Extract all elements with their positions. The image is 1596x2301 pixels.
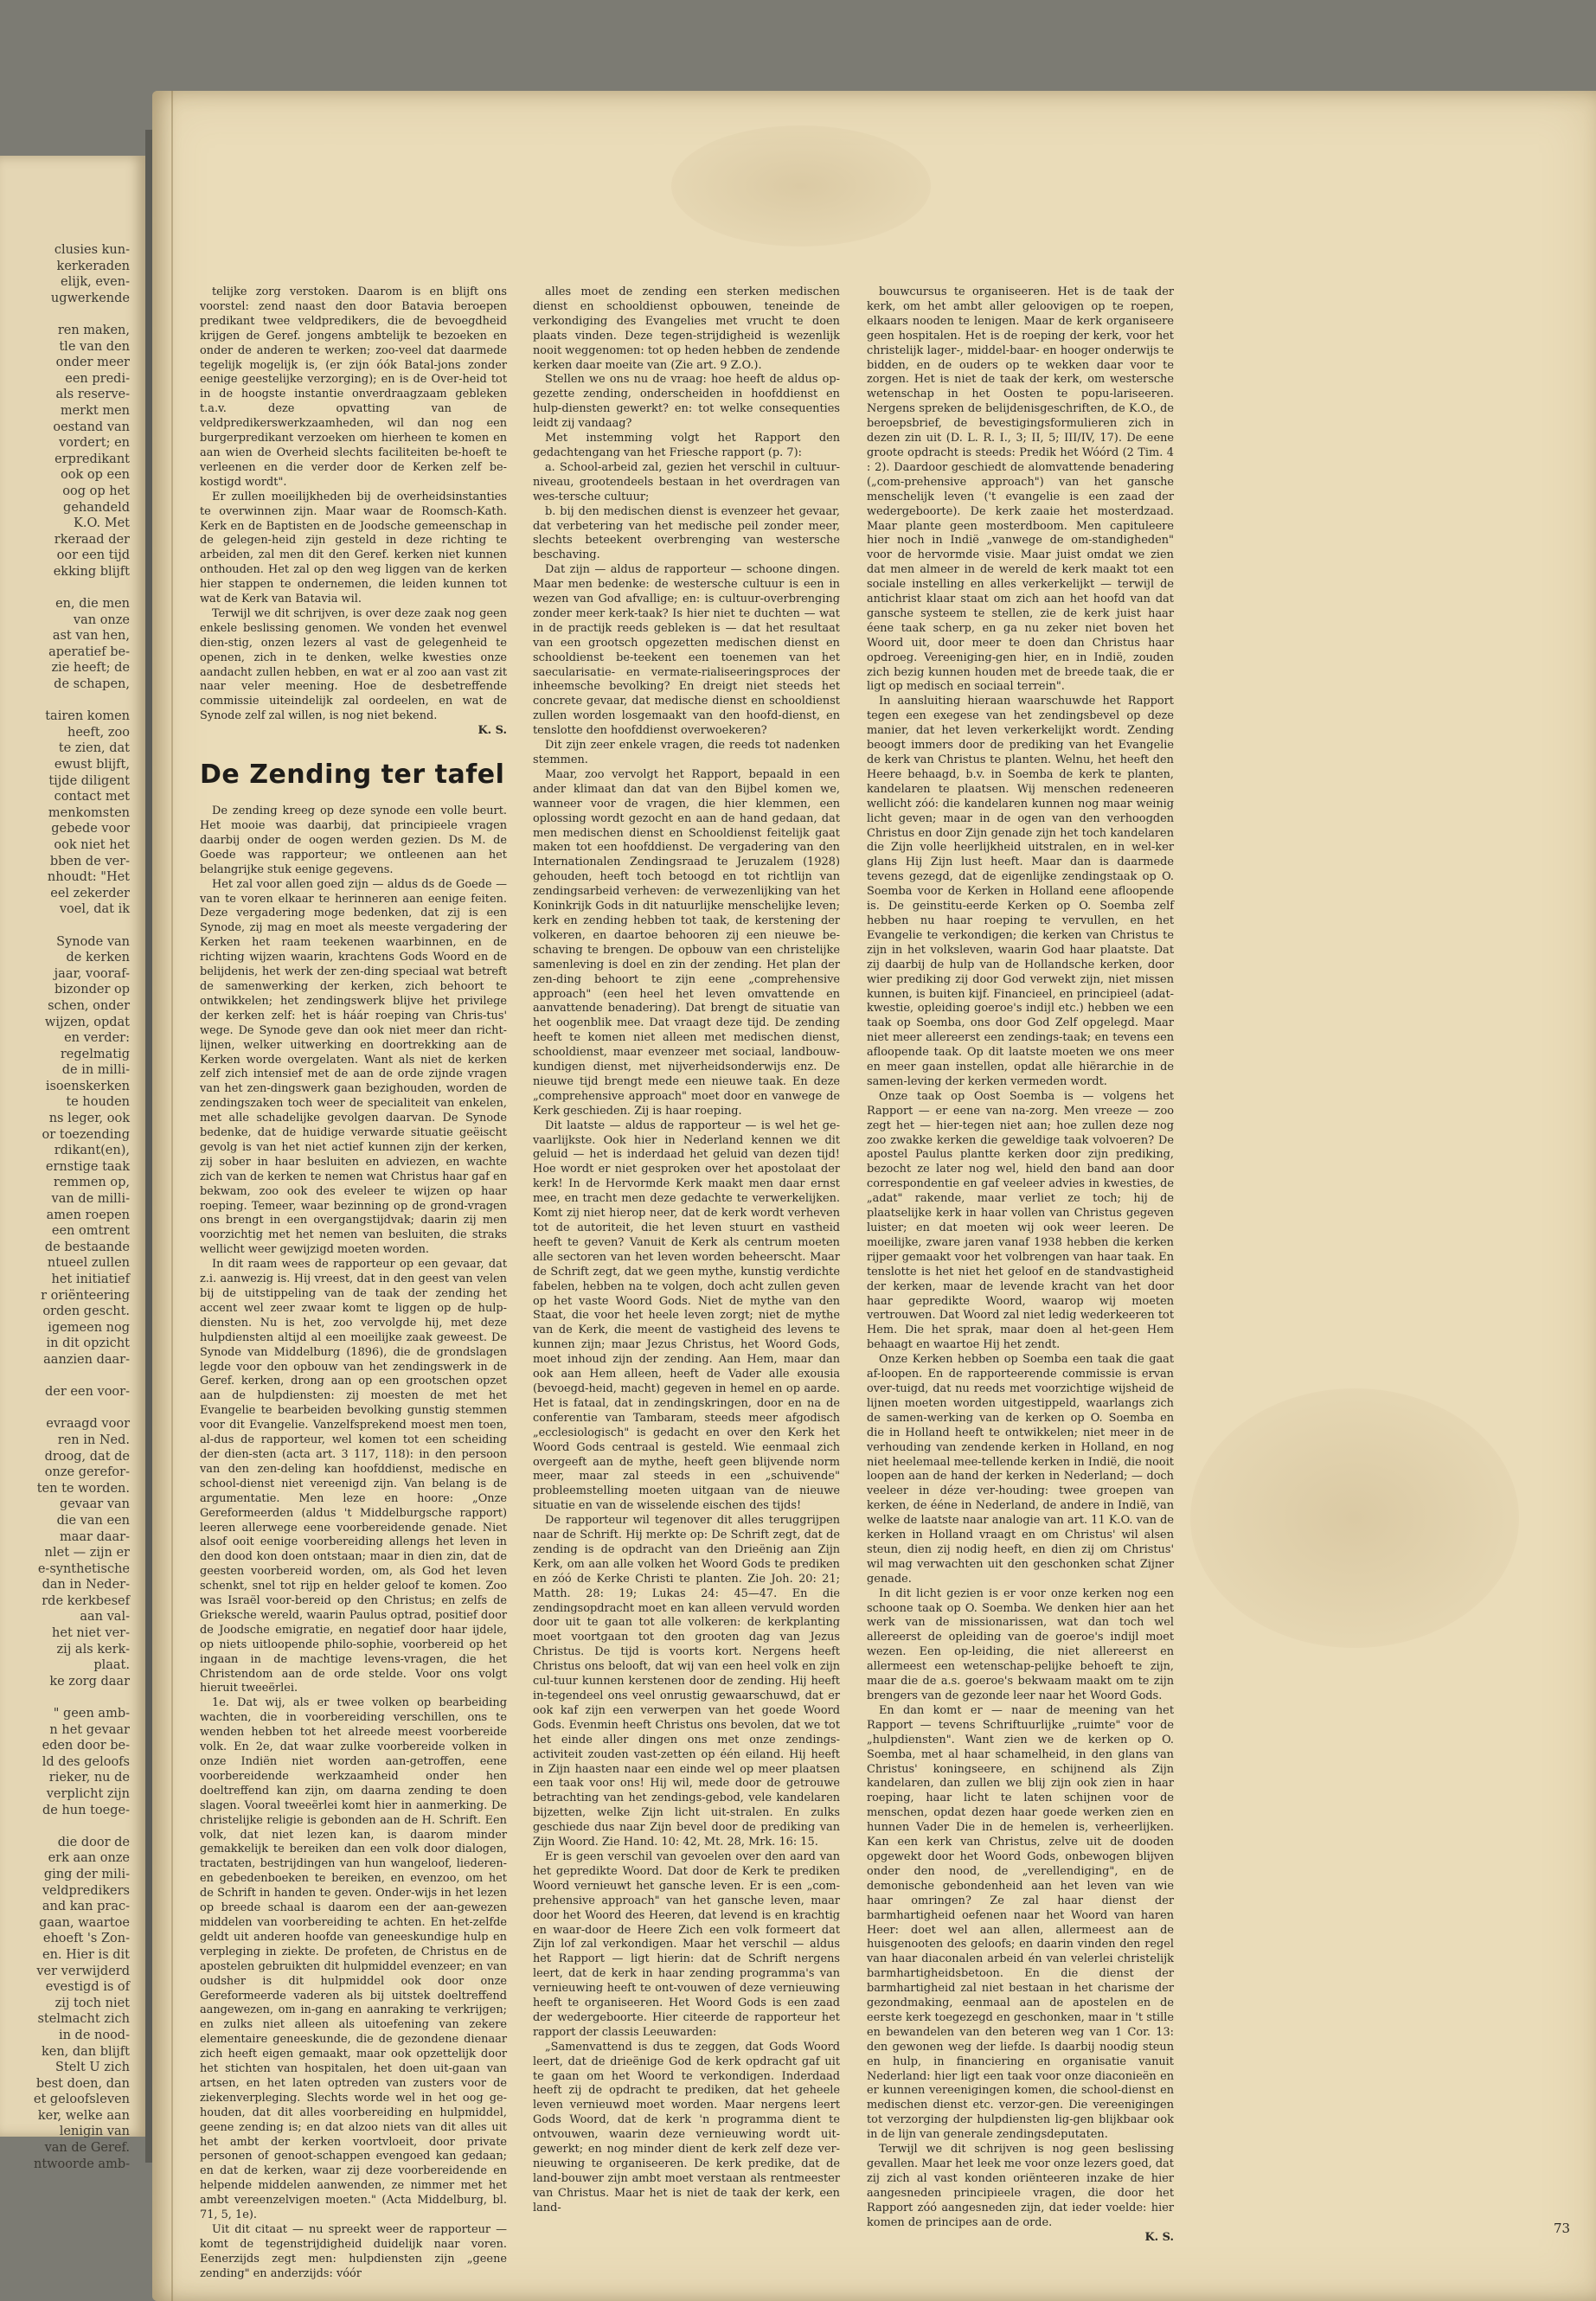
book-gutter [145, 130, 152, 2163]
main-page [152, 91, 1596, 2301]
paragraph: a. School-arbeid zal, gezien het verschil in cultuur-niveau, grootendeels bestaan in het overdragen van wes-tersche cultuur; [533, 460, 840, 503]
left-page-fragment [0, 156, 145, 2171]
paragraph: Er zullen moeilijkheden bij de overheidsinstanties te overwinnen zijn. Maar waar de Roomsch-Kath. Kerk en de Baptisten en de Joodsche gemeenschap in de gelegen-heid zijn gesteld in deze richting te arbeiden, zal men dit den Geref. kerken niet kunnen onthouden. Het zal op den weg liggen van de kerken hier stappen te ondernemen, die leiden kunnen tot wat de Kerk van Batavia wil. [200, 490, 507, 606]
paragraph: De rapporteur wil tegenover dit alles teruggrijpen naar de Schrift. Hij merkte op: De Schrift zegt, dat de zending is de opdracht van den Drieënig aan Zijn Kerk, om aan alle volken het Woord Gods te prediken en zóó de Kerke Christi te planten. Zie Joh. 20: 21; Matth. 28: 19; Lukas 24: 45—47. En die zendingsopdracht moet en kan alleen vervuld worden door uit te gaan tot alle volkeren: de kerkplanting moet voortgaan tot den grooten dag van Jezus Christus. De tijd is voorts kort. Nergens heeft Christus ons belooft, dat wij van een heel volk en zijn cul-tuur kunnen kerstenen door de zending. Hij heeft in-tegendeel ons veel onrustig gewaarschuwd, dat er ook kaf zijn een verwerpen van het goede Woord Gods. Evenmin heeft Christus ons bevolen, dat we tot het einde aller dingen ons met onze zendings-activiteit zouden vast-zetten op één eiland. Hij heeft in Zijn haasten naar een einde wel op meer plaatsen een taak voor ons! Hij wil, mede door de getrouwe betrachting van het zendings-gebod, vele kandelaren bijzetten, welke Zijn licht uit-stralen. En zulks geschiede dus naar Zijn bevel door de prediking van Zijn Woord. Zie Hand. 10: 42, Mt. 28, Mrk. 16: 15. [533, 1514, 840, 1849]
page-number: 73 [1554, 2221, 1571, 2236]
paragraph: Uit dit citaat — nu spreekt weer de rapporteur — komt de tegenstrijdigheid duidelijk naar voren. Eenerzijds zegt men: hulpdiensten zijn „geene zending" en anderzijds: vóór [200, 2223, 507, 2280]
paragraph: Terwijl we dit schrijven, is over deze zaak nog geen enkele beslissing genomen. We vonden het evenwel dien-stig, onzen lezers al vast de gelegenheid te openen, zich in te denken, welke kwesties onze aandacht zullen hebben, en wat er al zoo aan vast zit naar veler meening. Hoe de desbetreffende commissie uiteindelijk zal oordeelen, en wat de Synode zelf zal willen, is nog niet bekend. [200, 606, 507, 723]
article-title: De Zending ter tafel [200, 760, 505, 791]
signature: K. S. [1144, 2230, 1174, 2244]
paragraph: bouwcursus te organiseeren. Het is de taak der kerk, om het ambt aller geloovigen op te roepen, elkaars nooden te lenigen. Maar de kerk organiseere geen hospitalen. Het is de roeping der kerk, voor het christelijk lager-, middel-baar- en hooger onderwijs te bidden, en de ouders op te wekken daar voor te zorgen. Het is niet de taak der kerk, om westersche wetenschap in het Oosten te popu-lariseeren. Nergens spreken de belijdenisgeschriften, de K.O., de beroepsbrief, de bevestigingsformulieren zich in dezen zin uit (D. L. R. I., 3; II, 5; III/IV, 17). De eene groote opdracht is steeds: Predik het Wóórd (2 Tim. 4 : 2). Daardoor geschiedt de alomvattende benadering („com-prehensive approach") van het gansche menschelijk leven ('t evangelie is een zaad der wedergeboorte). De kerk zaaie het mosterdzaad. Maar plante geen mosterdboom. Men capituleere hier noch in Indië „vanwege de om-standigheden" voor de hervormde visie. Maar juist omdat we zien dat men almeer in de wereld de kerk maakt tot een sociale instelling en alles verkerkelijkt — terwijl de antichrist klaar staat om zich aan het hoofd van dat gansche systeem te stellen, zie de kerk juist haar éene taak scherp, en ga nu zeker niet boven het Woord uit, door meer te doen dan Christus haar opdroeg. Vereeniging-gen hier, en in Indië, zouden zich bezig kunnen houden met de breede taak, die er ligt op medisch en sociaal terrein". [867, 285, 1174, 694]
paragraph: En dan komt er — naar de meening van het Rapport — tevens Schriftuurlijke „ruimte" voor de „hulpdiensten". Want zien we de kerken op O. Soemba, met al haar schamelheid, in den glans van Christus' koningseere, en schijnend als Zijn kandelaren, dan zullen we blij zijn ook zien in haar roeping, haar licht te laten schijnen voor de menschen, opdat dezen haar goede werken zien en hunnen Vader Die in de hemelen is, verheerlijken. Kan een kerk van Christus, zelve uit de dooden opgewekt door het Woord Gods, onbewogen blijven onder den nood, de „verellendiging", en de demonische gebondenheid aan het leven van wie haar omringen? Ze zal haar dienst der barmhartigheid oefenen naar het Woord van haren Heer: doet wel aan allen, allermeest aan de huisgenooten des geloofs; en daarin vinden den regel van haar diaconalen arbeid én van velerlei christelijk barmhartigheidsbetoon. En die dienst der barmhartigheid zal niet bestaan in het charisme der gezondmaking, eenmaal aan de apostelen en de eerste kerk toegezegd en geschonken, maar in 't stille en bewandelen van den beteren weg van 1 Cor. 13: den gewonen weg der liefde. Is daarbij noodig steun en hulp, in financiering en organisatie vanuit Nederland: hier ligt een taak voor onze diaconieën en er kunnen vereenigingen komen, die school-dienst en medischen dienst etc. verzor-gen. Die vereenigingen tot verzorging der hulpdiensten lig-gen blijkbaar ook in de lijn van generale zendingsdeputaten. [867, 1703, 1174, 2142]
column-2 [533, 285, 840, 2216]
left-page-text: clusies kun- kerkeraden elijk, even- ugwerkende ren maken, tle van den onder meer een predi- als reserve- merkt men oestand van vordert; en erpredikant ook op een oog op het gehandeld K.O. Met rkeraad der oor een tijd ekking blijft en, die men van onze ast van hen, aperatief be- zie heeft; de de schapen, tairen komen heeft, zoo te zien, dat ewust blijft, tijde diligent contact met menkomsten gebede voor ook niet het bben de ver- nhoudt: "Het eel zekerder voel, dat ik Synode van de kerken jaar, vooraf- bizonder op schen, onder wijzen, opdat en verder: regelmatig de in milli- isoenskerken te houden ns leger, ook or toezending rdikant(en), ernstige taak remmen op, van de milli- amen roepen een omtrent de bestaande ntueel zullen het initiatief r oriënteering orden gescht. igemeen nog in dit opzicht aanzien daar- der een voor- evraagd voor ren in Ned. droog, dat de onze gerefor- ten te worden. gevaar van die van een maar daar- nlet — zijn er e-synthetische dan in Neder- rde kerkbesef aan val- het niet ver- zij als kerk- plaat. ke zorg daar " geen amb- n het gevaar eden door be- ld des geloofs rieker, nu de verplicht zijn de hun toege- die door de erk aan onze ging der mili- veldpredikers and kan prac- gaan, waartoe ehoeft 's Zon- en. Hier is dit ver verwijderd evestigd is of zij toch niet stelmacht zich in de nood- ken, dan blijft Stelt U zich best doen, dan et geloofsleven ker, welke aan lenigin van van de Geref. ntwoorde amb- [33, 243, 130, 2171]
signature: K. S. [478, 724, 507, 738]
paragraph: telijke zorg verstoken. Daarom is en blijft ons voorstel: zend naast den door Batavia beroepen predikant twee veldpredikers, die de bevoegdheid krijgen de Geref. jongens ambtelijk te bezoeken en onder de anderen te werken; zoo-veel dat daarmede tegelijk mogelijk is, (er zijn óók Batal-jons zonder eenige geestelijke verzorging); en is de Over-heid tot in de hoogste instantie onverdraagzaam gebleken t.a.v. deze opvatting van de veldpredikerswerkzaamheden, wil dan nog een burgerpredikant verzoeken om hierheen te komen en aan wien de Overheid slechts faciliteiten be-hoeft te verleenen en die verder door de Kerken zelf be-kostigd wordt". [200, 285, 507, 489]
paragraph: Onze Kerken hebben op Soemba een taak die gaat af-loopen. En de rapporteerende commissie is ervan over-tuigd, dat nu reeds met voorzichtige wijsheid de lijnen moeten worden uitgestippeld, waarlangs zich de samen-werking van de kerken op O. Soemba en die in Holland heeft te ontwikkelen; niet meer in de verhouding van zendende kerken in Holland, en nog niet heelemaal mee-tellende kerken in Indië, die nooit loopen aan de hand der kerken in Nederland; — doch veeleer in déze ver-houding: twee groepen van kerken, de ééne in Nederland, de andere in Indië, van welke de laatste naar analogie van art. 11 K.O. van de kerken in Holland vraagt en om Christus' wil alsen steun, dien zij nodig heeft, en dien zij om Christus' wil mag verwachten uit den geschonken schat Zijner genade. [867, 1353, 1174, 1586]
paragraph: Terwijl we dit schrijven is nog geen beslissing gevallen. Maar het leek me voor onze lezers goed, dat zij zich al vast konden oriënteeren inzake de hier aangesneden principieele vragen, die door het Rapport zóó aangesneden zijn, dat ieder voelde: hier komen de principes aan de orde. [867, 2143, 1174, 2229]
paragraph: alles moet de zending een sterken medischen dienst en schooldienst opbouwen, teneinde de verkondiging des Evangelies met vrucht te doen plaats vinden. Deze tegen-strijdigheid is wezenlijk nooit weggenomen: tot op heden hebben de zendende kerken daar moeite van (Zie art. 9 Z.O.). [533, 285, 840, 372]
paragraph: Dit zijn zeer enkele vragen, die reeds tot nadenken stemmen. [533, 739, 840, 766]
paragraph: Stellen we ons nu de vraag: hoe heeft de aldus op-gezette zending, onderscheiden in hoofddienst en hulp-diensten gewerkt? en: tot welke consequenties leidt zij vandaag? [533, 373, 840, 431]
paper-stain [671, 125, 931, 247]
paragraph: Onze taak op Oost Soemba is — volgens het Rapport — er eene van na-zorg. Men vreeze — zoo zegt het — hier-tegen niet aan; hoe zullen deze nog zoo zwakke kerken die geweldige taak volvoeren? De apostel Paulus plantte kerken door zijn prediking, bezocht ze later nog wel, hield den band aan door correspondentie en gaf veeleer advies in kwesties, de „adat" rakende, maar verliet ze toch; hij de plaatselijke kerk in haar vollen van Christus gegeven luister; en dat moeten wij ook weer leeren. De moeilijke, zware jaren vanaf 1938 hebben die kerken rijper gemaakt voor het volbrengen van haar taak. En tenslotte is het niet het geloof en de standvastigheid der kerken, maar de levende kracht van het door haar gepredikte Woord, waarop wij moeten vertrouwen. Dat Woord zal niet ledig wederkeeren tot Hem. Die het sprak, maar doen al het-geen Hem behaagt en waartoe Hij het zendt. [867, 1089, 1174, 1352]
paragraph: Dat zijn — aldus de rapporteur — schoone dingen. Maar men bedenke: de westersche cultuur is een in wezen van God afvallige; en: is cultuur-overbrenging zonder meer kerk-taak? Is hier niet te duchten — wat in de practijk reeds gebleken is — dat het resultaat van een grootsch opgezetten medischen dienst en schooldienst be-teekent een toenemen van het saecularisatie- en vermate-rialiseeringsproces der inheemsche bevolking? En dreigt niet steeds het concrete gevaar, dat medische dienst en schooldienst zullen worden losgemaakt van den hoofd-dienst, en tenslotte den hoofddienst overwoekeren? [533, 563, 840, 738]
paragraph: 1e. Dat wij, als er twee volken op bearbeiding wachten, die in voorbereiding verschillen, ons te wenden hebben tot het alreede meest voorbereide volk. En 2e, dat waar zulke voorbereide volken in onze Indiën niet worden aan-getroffen, eene voorbereidende werkzaamheid onder hen doeltreffend kan zijn, om daarna zending te doen slagen. Vooral tweeërlei komt hier in aanmerking. De christelijke religie is gebonden aan de H. Schrift. Een volk, dat niet lezen kan, is daarom minder gemakkelijk te bereiken dan een volk door dialogen, tractaten, bestrijdingen van hun wangeloof, liederen- en gebedenboeken te bereiken, en evenzoo, om het de Schrift in handen te geven. Onder-wijs in het lezen op breede schaal is daarom een der aan-gewezen middelen van voorbereiding te achten. En het-zelfde geldt uit anderen hoofde van geneeskundige hulp en verpleging in ziekte. De profeten, de Christus en de apostelen gebruikten dit hulpmiddel evenzeer; en van oudsher is dit hulpmiddel ook door onze Gereformeerde vaderen als bij uitstek doeltreffend aangewezen, om in-gang en aanraking te verkrijgen; en zulks niet alleen als uitoefening van zekere elementaire geneeskunde, die de gezondene dienaar zich heeft eigen gemaakt, maar ook opzettelijk door het stichten van hospitalen, het doen uit-gaan van artsen, en het laten optreden van zusters voor de ziekenverpleging. Slechts worde wel in het oog ge-houden, dat dit alles voorbereiding en hulpmiddel, geene zending is; en dat alzoo niets van dit alles uit het ambt der kerken voortvloeit, door private personen of genoot-schappen evengoed kan gedaan; en dat de kerken, waar zij deze voorbereidende en helpende middelen aanwenden, ze nimmer met het ambt vereenzelvigen moeten." (Acta Middelburg, bl. 71, 5, 1e). [200, 1696, 507, 2222]
paper-stain [1190, 1388, 1519, 1648]
paragraph: Dit laatste — aldus de rapporteur — is wel het ge-vaarlijkste. Ook hier in Nederland kennen we dit geluid — het is inderdaad het geluid van dezen tijd! Hoe wordt er niet gesproken over het apostolaat der kerk! In de Hervormde Kerk maakt men daar ernst mee, en tracht men deze gedachte te verwerkelijken. Komt zij niet hierop neer, dat de kerk wordt verheven tot de autoriteit, die het leven stuurt en vastheid heeft te geven? Vanuit de Kerk als centrum moeten alle sectoren van het leven worden beheerscht. Maar de Schrift zegt, dat we geen mythe, kunstig verdichte fabelen, hebben na te volgen, doch acht zullen geven op het vaste Woord Gods. Niet de mythe van den Staat, die voor het heele leven zorgt; niet de mythe van de Kerk, die meent de vastigheid des levens te kunnen zijn; maar Jezus Christus, het Woord Gods, moet inhoud zijn der zending. Aan Hem, maar dan ook aan Hem alleen, heeft de Vader alle exousia (bevoegd-heid, macht) gegeven in hemel en op aarde. Het is fataal, dat in zendingskringen, door en na de conferentie van Tambaram, steeds meer afgodisch „ecclesiologisch" is gedacht en over den Kerk het Woord Gods centraal is gesteld. Wie eenmaal zich overgeeft aan de mythe, heeft geen blijvende norm meer, maar zal steeds in een „schuivende" probleemstelling moeten uitgaan van de nieuwe situatie en van de wisselende eischen des tijds! [533, 1118, 840, 1513]
column-1 [200, 285, 507, 2282]
paragraph: Maar, zoo vervolgt het Rapport, bepaald in een ander klimaat dan dat van den Bijbel komen we, wanneer voor de vragen, die hier klemmen, een oplossing wordt gezocht en aan de hand gedaan, dat men medischen dienst en Schooldienst feitelijk gaat maken tot een hoofddienst. De vergadering van den Internationalen Zendingsraad te Jeruzalem (1928) gehouden, heeft toch betoogd en tot richtlijn van zendingsarbeid verheven: de verwezenlijking van het Koninkrijk Gods in dit natuurlijke menschelijke leven; kerk en zending hebben tot taak, de kerstening der volkeren, en daartoe behooren zij een nieuwe be-schaving te brengen. De opbouw van een christelijke samenleving is doel en zin der zending. Het plan der zen-ding behoort te zijn eene „comprehensive approach" (een heel het leven omvattende en aanvattende benadering). Dat brengt de situatie van het oogenblik mee. Dat vraagt deze tijd. De zending heeft te komen niet alleen met medischen dienst, schooldienst, maar evenzeer met sociaal, landbouw-kundigen dienst, met nijverheidsonderwijs enz. De nieuwe tijd brengt mede een nieuwe taak. En deze „comprehensive approach" moet door en vanwege de Kerk geschieden. Zij is haar roeping. [533, 767, 840, 1118]
column-3 [867, 285, 1174, 2245]
paragraph: b. bij den medischen dienst is evenzeer het gevaar, dat verbetering van het medische peil zonder meer, slechts beteekent overbrenging van westersche beschaving. [533, 504, 840, 562]
paragraph: De zending kreeg op deze synode een volle beurt. Het mooie was daarbij, dat principieele vragen daarbij onder de oogen werden gezien. Ds M. de Goede was rapporteur; we ontleenen aan het belangrijke stuk eenige gegevens. [200, 804, 507, 876]
paragraph: Het zal voor allen goed zijn — aldus ds de Goede — van te voren elkaar te herinneren aan eenige feiten. Deze vergadering moge bedenken, dat zij is een Synode, zij mag en moet als meeste vergadering der Kerken het raam teekenen waarbinnen, en de richting wijzen waarin, krachtens Gods Woord en de belijdenis, het werk der zen-ding speciaal wat betreft de samenwerking der kerken, zich behoort te ontwikkelen; het zendingswerk blijve het privilege der kerken zelf: het is háár roeping van Chris-tus' wege. De Synode geve dan ook niet meer dan richt-lijnen, welker uitwerking en doortrekking aan de Kerken worde overgelaten. Want als niet de kerken zelf zich intensief met de aan de orde zijnde vragen van het zen-dingswerk gaan bezighouden, worden de zendingszaken toch weer de specialiteit van enkelen, met alle schadelijke gevolgen daarvan. De Synode bedenke, dat de huidige verwarde situatie geëischt gevolg is van het niet actief kunnen zijn der kerken, zij sober in haar besluiten en adviezen, en wachte zich van de kerken te nemen wat Christus haar gaf en bekwam, zoo ook des eveleer te wijzen op haar roeping. Temeer, waar bezinning op de grond-vragen ons brengt in een overgangstijdvak; daarin zij men voorzichtig met het nemen van besluiten, die straks wellicht weer gewijzigd moeten worden. [200, 877, 507, 1257]
paragraph: In dit raam wees de rapporteur op een gevaar, dat z.i. aanwezig is. Hij vreest, dat in den geest van velen bij de uitstippeling van de taak der zending het accent wel zeer zwaar komt te liggen op de hulp-diensten. Nu is het, zoo vervolgde hij, met deze hulpdiensten altijd al een moeilijke zaak geweest. De Synode van Middelburg (1896), die de grondslagen legde voor den opbouw van het zendingswerk in de Geref. kerken, drong aan op een grootschen opzet aan de hulpdiensten: zij moesten de met het Evangelie te bearbeiden bevolking gunstig stemmen voor dit Evangelie. Vanzelfsprekend moest men toen, al-dus de rapporteur, wel komen tot een scheiding der dien-sten (acta art. 3 117, 118): in den persoon van den zen-deling kan hoofddienst, medische en school-dienst niet vereenigd zijn. Van belang is de argumentatie. Men leze en hoore: „Onze Gereformeerden (aldus 't Middelburgsche rapport) leeren allerwege eene voorbereidende genade. Niet alsof ooit eenige voorbereiding allengs het leven in den dood kon doen ontstaan; maar in dien zin, dat de geesten voorbereid worden, om, als God het leven schenkt, snel tot rijp en helder geloof te komen. Zoo was Israël voor-bereid op den Christus; en zelfs de Grieksche wereld, waarin Paulus optrad, positief door de Joodsche emigratie, en negatief door haar ijdele, op niets uitloopende philo-sophie, voorbereid op het ingaan in de machtige levens-vragen, die het Christendom aan de orde stelde. Voor ons volgt hieruit tweeërlei. [200, 1258, 507, 1695]
paragraph: „Samenvattend is dus te zeggen, dat Gods Woord leert, dat de drieënige God de kerk opdracht gaf uit te gaan om het Woord te verkondigen. Inderdaad heeft zij de opdracht te prediken, dat het geheele leven vernieuwd moet worden. Maar nergens leert Gods Woord, dat de kerk 'n programma dient te ontvouwen, waarin deze vernieuwing wordt uit-gewerkt; en nog minder dient de kerk zelf deze ver-nieuwing te organiseeren. De kerk predike, dat de land-bouwer zijn ambt moet verstaan als rentmeester van Christus. Maar het is niet de taak der kerk, een land- [533, 2040, 840, 2214]
paragraph: In aansluiting hieraan waarschuwde het Rapport tegen een exegese van het zendingsbevel op deze manier, dat het leven verkerkelijkt wordt. Zending beoogt immers door de prediking van het Evangelie de kerk van Christus te planten. Welnu, het heeft den Heere behaagd, b.v. in Soemba de kerk te planten, kandelaren te plaatsen. Wij menschen redeneeren wellicht zóó: die kandelaren kunnen nog maar weinig licht geven; maar in de ogen van den verhoogden Christus en door Zijn genade zijn het toch kandelaren die Zijn volle heerlijkheid uitstralen, en in wel-ker glans Hij Zijn lust heeft. Maar dan is daarmede tevens gezegd, dat de eigenlijke zendingstaak op O. Soemba voor de Kerken in Holland eene afloopende is. De geinstitu-eerde Kerken op O. Soemba zelf hebben nu haar roeping te vervullen, en het Evangelie te verkondigen; die kerken van Christus te zijn in het volksleven, waarin God haar plaatste. Dat zij daarbij de hulp van de Hollandsche kerken, door wier prediking zij door God verwekt zijn, niet missen kunnen, is buiten kijf. Financieel, en principieel (adat-kwestie, opleiding goeroe's indijl etc.) hebben we een taak op Soemba, ons door God Zelf opgelegd. Maar niet meer allereerst een zendings-taak; en tevens een afloopende taak. Op dit laatste moeten we ons meer en meer gaan instellen, opdat alle hiërarchie in de samen-leving der kerken vermeden wordt. [867, 695, 1174, 1088]
paragraph: Er is geen verschil van gevoelen over den aard van het gepredikte Woord. Dat door de Kerk te prediken Woord vernieuwt het gansche leven. Er is een „com-prehensive approach" van het gansche leven, maar door het Woord des Heeren, dat levend is en krachtig en waar-door de Heere Zich een volk formeert dat Zijn lof zal verkondigen. Maar het verschil — aldus het Rapport — ligt hierin: dat de Schrift nergens leert, dat de kerk in haar zending programma's van vernieuwing heeft te ont-vouwen of deze vernieuwing heeft te organiseeren. Het Woord Gods is een zaad der wedergeboorte. Hier citeerde de rapporteur het rapport der classis Leeuwarden: [533, 1849, 840, 2039]
paragraph: In dit licht gezien is er voor onze kerken nog een schoone taak op O. Soemba. We denken hier aan het werk van de missionarissen, wat dan toch wel allereerst de opleiding van de goeroe's indijl moet wezen. Een op-leiding, die niet allereerst en allermeest een wetenschap-pelijke behoeft te zijn, maar die de a.s. goeroe's bekwaam maakt om te zijn brengers van de gezonde leer naar het Woord Gods. [867, 1586, 1174, 1702]
paragraph: Met instemming volgt het Rapport den gedachtengang van het Friesche rapport (p. 7): [533, 432, 840, 459]
